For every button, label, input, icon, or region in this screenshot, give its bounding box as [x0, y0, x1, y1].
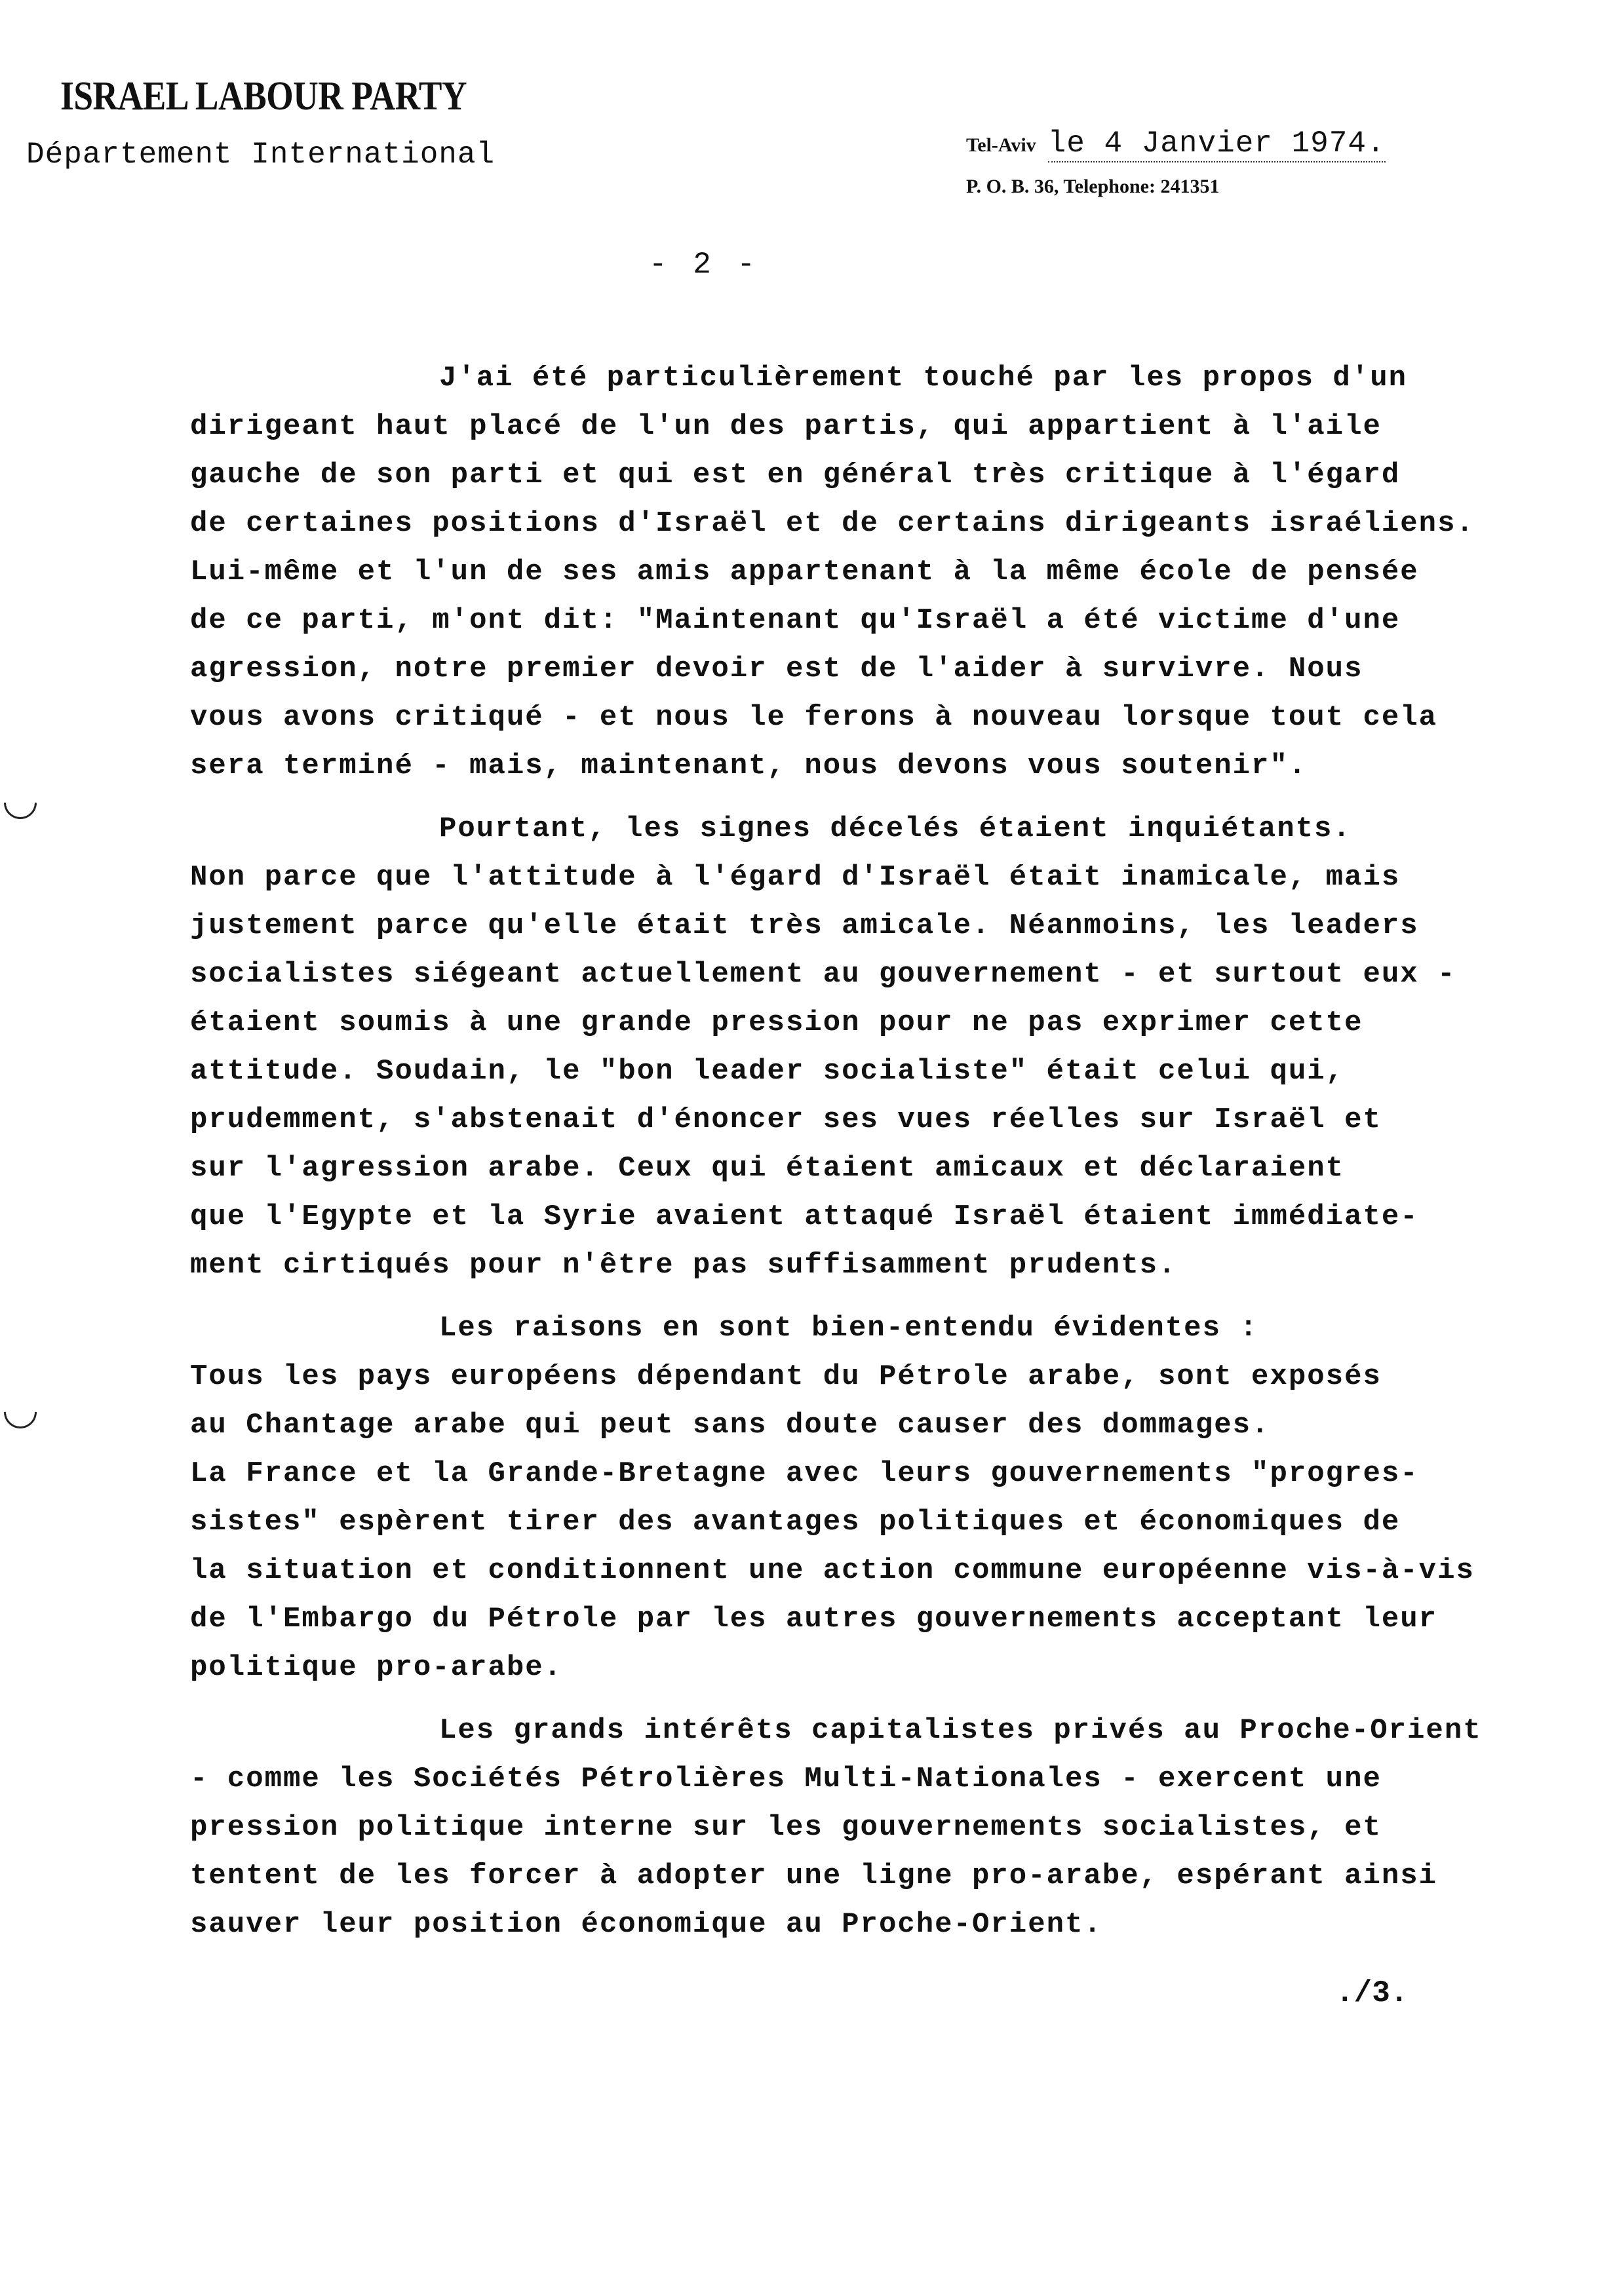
text-line: au Chantage arabe qui peut sans doute causer des dommages.: [190, 1409, 1270, 1442]
binding-hole-mark: [0, 1389, 43, 1436]
paragraph: [190, 1304, 1586, 1692]
text-line: que l'Egypte et la Syrie avaient attaqué Israël étaient immédiate-: [190, 1200, 1419, 1233]
text-line: étaient soumis à une grande pression pour ne pas exprimer cette: [190, 1006, 1363, 1039]
text-line: gauche de son parti et qui est en général très critique à l'égard: [190, 459, 1401, 491]
text-line: ment cirtiqués pour n'être pas suffisamment prudents.: [190, 1249, 1177, 1282]
page-number: - 2 -: [649, 248, 760, 282]
binding-hole-mark: [0, 780, 43, 826]
text-line: la situation et conditionnent une action commune européenne vis-à-vis: [190, 1554, 1475, 1587]
text-line: Pourtant, les signes décelés étaient inquiétants.: [439, 813, 1352, 845]
paragraph: [190, 1706, 1586, 1949]
text-line: attitude. Soudain, le "bon leader socialiste" était celui qui,: [190, 1055, 1345, 1088]
text-line: sistes" espèrent tirer des avantages politiques et économiques de: [190, 1506, 1401, 1539]
organization-name: ISRAEL LABOUR PARTY: [60, 74, 467, 119]
paragraph: [190, 354, 1586, 790]
text-line: justement parce qu'elle était très amicale. Néanmoins, les leaders: [190, 909, 1419, 942]
letter-date: le 4 Janvier 1974.: [1048, 128, 1386, 163]
text-line: de ce parti, m'ont dit: "Maintenant qu'Israël a été victime d'une: [190, 604, 1401, 637]
text-line: J'ai été particulièrement touché par les propos d'un: [439, 362, 1408, 394]
text-line: Les raisons en sont bien-entendu évidentes :: [439, 1312, 1258, 1345]
text-line: sur l'agression arabe. Ceux qui étaient amicaux et déclaraient: [190, 1152, 1345, 1185]
text-line: vous avons critiqué - et nous le ferons à nouveau lorsque tout cela: [190, 701, 1438, 734]
continuation-mark: ./3.: [1336, 1976, 1409, 2010]
department-name: Département International: [26, 138, 496, 172]
text-line: politique pro-arabe.: [190, 1651, 563, 1684]
text-line: sauver leur position économique au Proche-Orient.: [190, 1908, 1102, 1941]
text-line: pression politique interne sur les gouvernements socialistes, et: [190, 1811, 1382, 1844]
text-line: dirigeant haut placé de l'un des partis, qui appartient à l'aile: [190, 410, 1382, 443]
text-line: de l'Embargo du Pétrole par les autres gouvernements acceptant leur: [190, 1603, 1438, 1636]
text-line: Les grands intérêts capitalistes privés au Proche-Orient: [439, 1714, 1482, 1747]
text-line: tentent de les forcer à adopter une ligne pro-arabe, espérant ainsi: [190, 1860, 1438, 1892]
text-line: Tous les pays européens dépendant du Pétrole arabe, sont exposés: [190, 1360, 1382, 1393]
text-line: La France et la Grande-Bretagne avec leurs gouvernements "progres-: [190, 1457, 1419, 1490]
place-date-line: [966, 128, 1386, 163]
text-line: socialistes siégeant actuellement au gouvernement - et surtout eux -: [190, 958, 1456, 991]
text-line: prudemment, s'abstenait d'énoncer ses vues réelles sur Israël et: [190, 1103, 1382, 1136]
text-line: sera terminé - mais, maintenant, nous devons vous soutenir".: [190, 750, 1308, 782]
text-line: de certaines positions d'Israël et de certains dirigeants israéliens.: [190, 507, 1475, 540]
paragraph: [190, 805, 1586, 1290]
letter-body: [190, 354, 1586, 1949]
text-line: Lui-même et l'un de ses amis appartenant à la même école de pensée: [190, 556, 1419, 588]
contact-info: P. O. B. 36, Telephone: 241351: [966, 176, 1220, 197]
place-label: Tel-Aviv: [966, 134, 1036, 156]
text-line: Non parce que l'attitude à l'égard d'Israël était inamicale, mais: [190, 861, 1401, 894]
text-line: - comme les Sociétés Pétrolières Multi-Nationales - exercent une: [190, 1763, 1382, 1795]
text-line: agression, notre premier devoir est de l'aider à survivre. Nous: [190, 653, 1363, 685]
